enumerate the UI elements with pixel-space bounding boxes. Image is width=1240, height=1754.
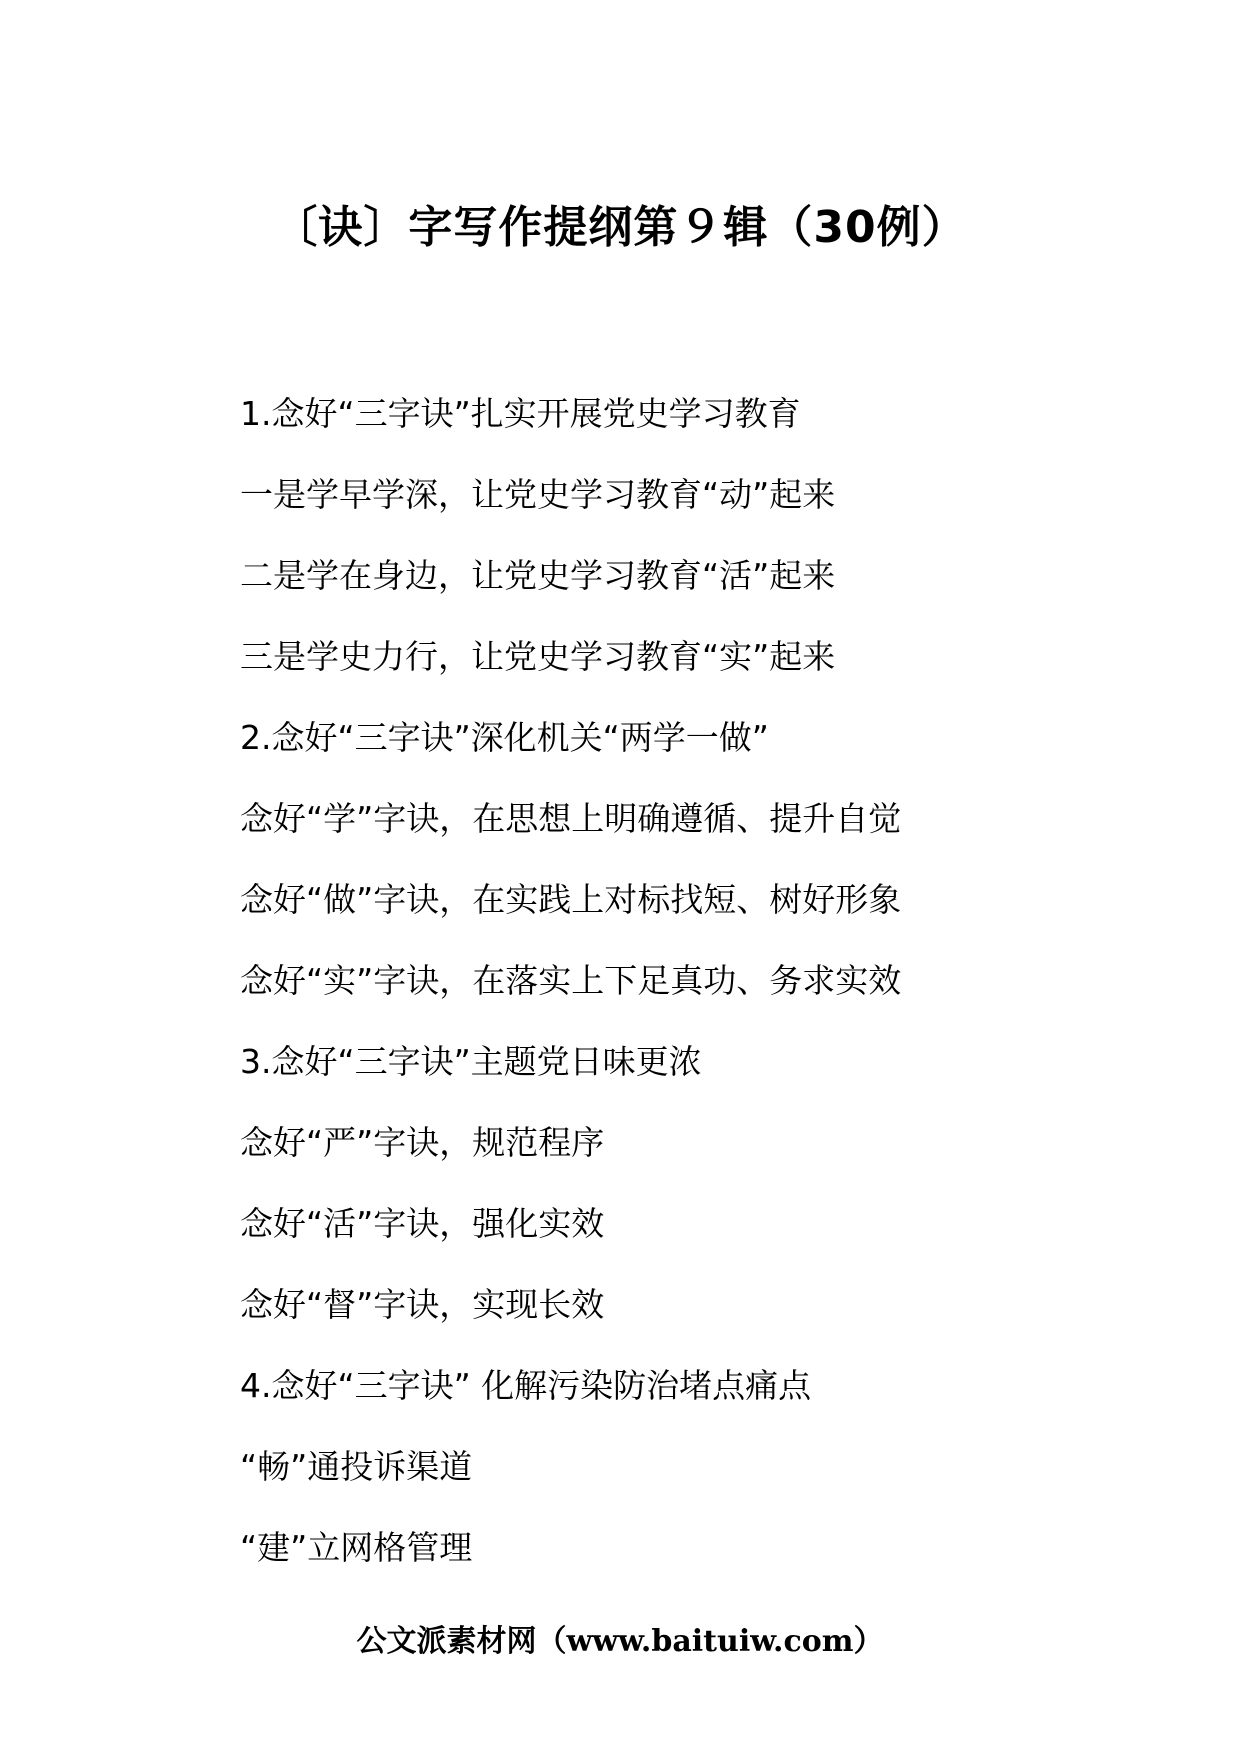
outline-item: 念好“督”字诀，实现长效	[240, 1285, 605, 1324]
outline-item: 念好“做”字诀，在实践上对标找短、树好形象	[240, 880, 902, 919]
outline-item: 念好“学”字诀，在思想上明确遵循、提升自觉	[240, 799, 902, 838]
outline-item: “畅”通投诉渠道	[240, 1447, 473, 1486]
outline-item: 念好“严”字诀，规范程序	[240, 1123, 605, 1162]
outline-item: “建”立网格管理	[240, 1528, 473, 1567]
outline-heading-4: 4.念好“三字诀” 化解污染防治堵点痛点	[240, 1366, 812, 1405]
document-title: 〔诀〕字写作提纲第９辑（30例）	[273, 202, 967, 253]
source-footer: 公文派素材网（www.baituiw.com）	[356, 1624, 884, 1659]
outline-item: 念好“活”字诀，强化实效	[240, 1204, 605, 1243]
outline-item: 二是学在身边，让党史学习教育“活”起来	[240, 556, 836, 595]
outline-heading-3: 3.念好“三字诀”主题党日味更浓	[240, 1042, 702, 1081]
outline-heading-2: 2.念好“三字诀”深化机关“两学一做”	[240, 718, 769, 757]
outline-heading-1: 1.念好“三字诀”扎实开展党史学习教育	[240, 394, 801, 433]
outline-item: 念好“实”字诀，在落实上下足真功、务求实效	[240, 961, 902, 1000]
outline-item: 三是学史力行，让党史学习教育“实”起来	[240, 637, 836, 676]
outline-item: 一是学早学深，让党史学习教育“动”起来	[240, 475, 836, 514]
